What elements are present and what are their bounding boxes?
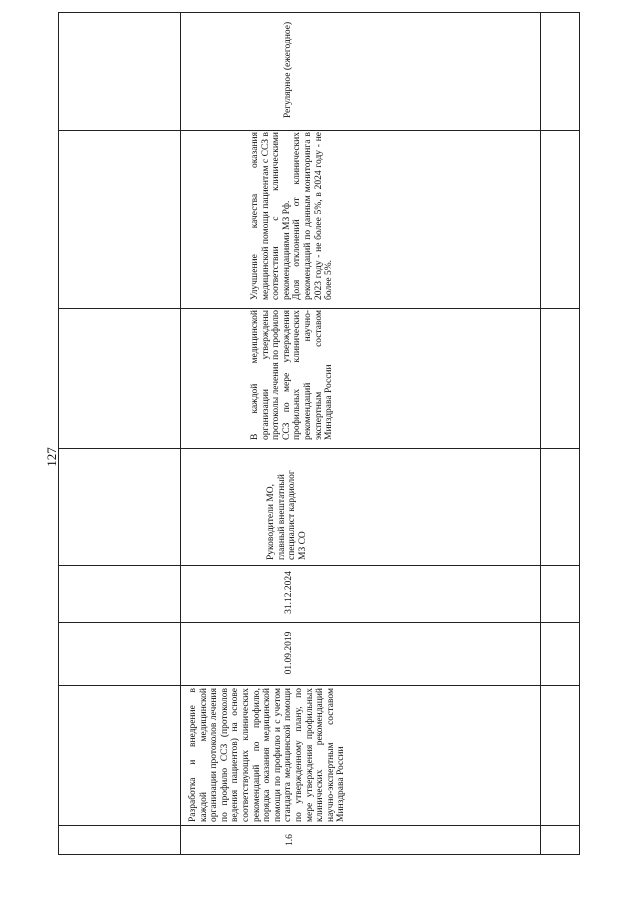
activity-cell [188, 688, 347, 822]
column-divider [58, 565, 580, 566]
periodicity-cell [283, 14, 297, 126]
expected-result-cell [250, 310, 335, 440]
responsible-cell [266, 460, 316, 560]
indicator-cell [250, 132, 335, 300]
expected-result-text: В каждой медицинской организации утверждены протоколы лечения по профилю ССЗ по мере утверждения профильных клинических рекомендаций научно- экспертным составом Минздрава России [250, 310, 335, 440]
row-divider [180, 12, 181, 855]
indicator-text-2: Доля отклонений от клинических рекомендаций по данным мониторинга в 2023 году - не более 5%, в 2024 году - не более 5%. [292, 132, 335, 300]
column-divider [58, 130, 580, 131]
activity-text: Разработка и внедрение в каждой медицинской организации протоколов лечения по профилю ССЗ (протоколов ведения пациентов) на основе соответствующих клинических рекомендаций по профилю, порядка оказания медицинской помощи по профилю и с учетом стандарта медицинской помощи по утвержденному плану, по мере утверждения профильных клинических рекомендаций научно-экспертным составом Минздрава России [188, 688, 347, 822]
end-date: 31.12.2024 [284, 571, 294, 614]
row-number: 1.6 [285, 834, 295, 846]
start-date: 01.09.2019 [284, 631, 294, 675]
page-number: 127 [44, 447, 59, 467]
end-date-cell [284, 565, 298, 620]
start-date-cell [284, 623, 298, 683]
responsible-text: Руководители МО, главный внештатный специалист кардиолог МЗ СО [266, 470, 308, 560]
column-divider [58, 448, 580, 449]
column-divider [58, 308, 580, 309]
row-divider [540, 12, 541, 855]
row-number-cell [285, 827, 303, 853]
indicator-text-1: Улучшение качества оказания медицинской помощи пациентам с ССЗ в соответствии с клиническими рекомендациями МЗ Рф. [250, 132, 292, 300]
column-divider [58, 622, 580, 623]
periodicity-text: Регулярное (ежегодное) [283, 21, 293, 119]
column-divider [58, 685, 580, 686]
column-divider [58, 825, 580, 826]
